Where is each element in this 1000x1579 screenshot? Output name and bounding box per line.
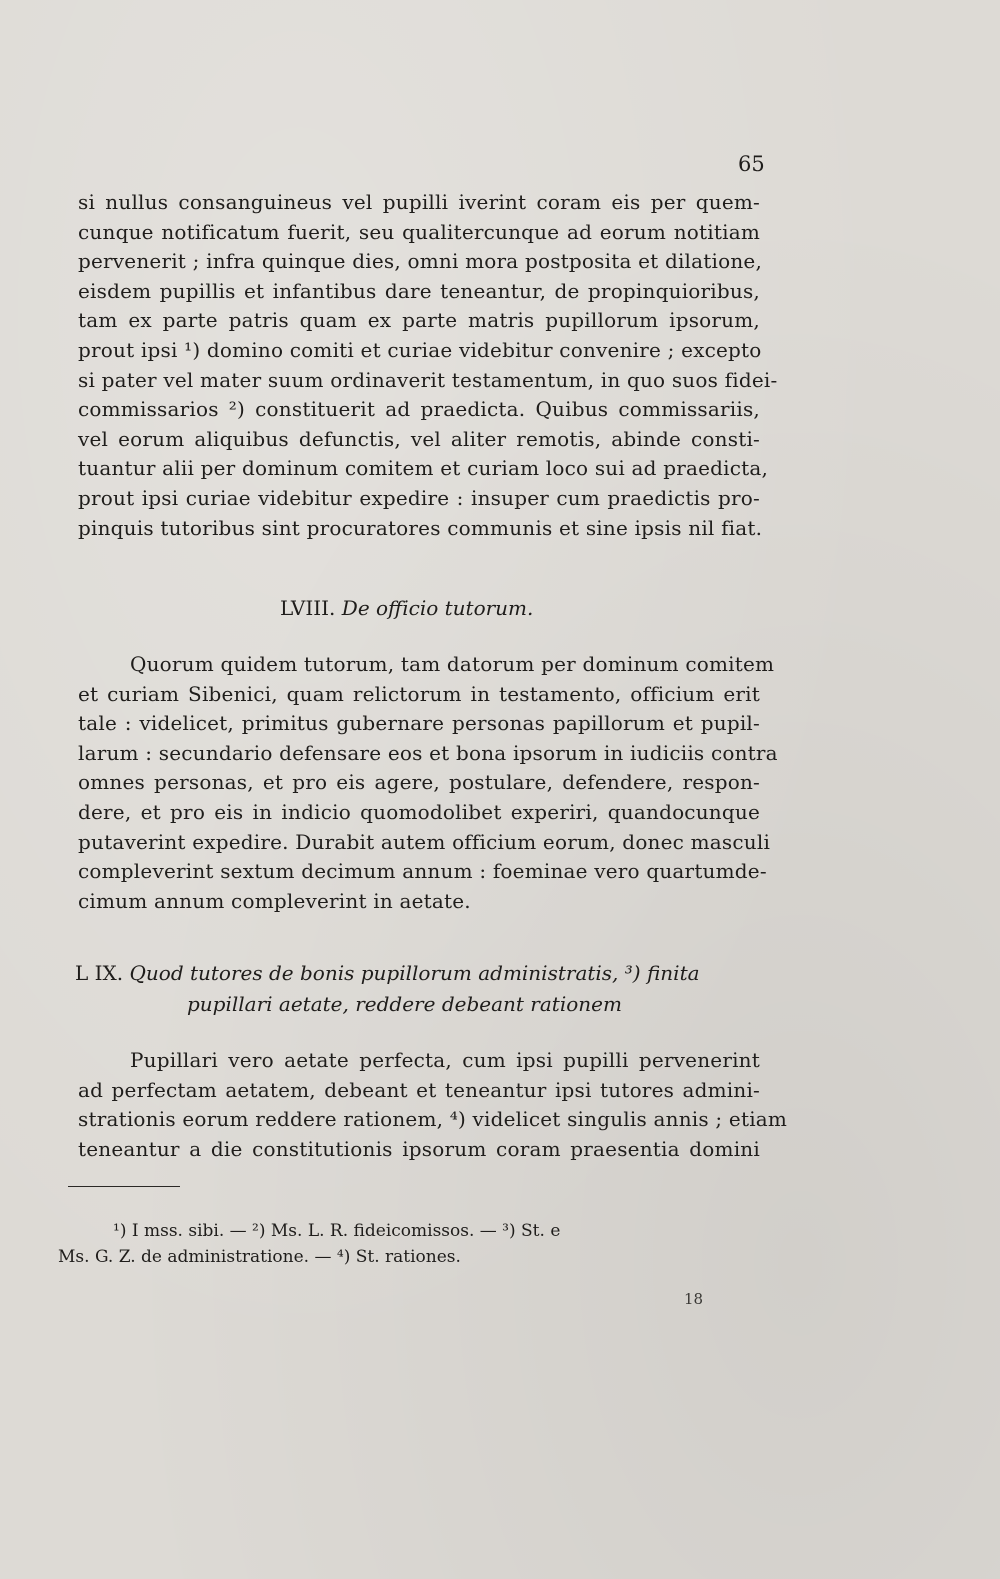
section-heading-lix [75,958,765,1020]
text-line: commissarios ²) constituerit ad praedicta. Quibus commissariis, [78,397,760,422]
footnote-divider [68,1186,180,1187]
section-title: De officio tutorum. [341,596,534,620]
text-line: tuantur alii per dominum comitem et curiam loco sui ad praedicta, [78,456,769,481]
text-line: pervenerit ; infra quinque dies, omni mora postposita et dilatione, [78,249,763,274]
footnotes [58,1218,758,1270]
section-title-line-2: pupillari aetate, reddere debeant rationem [187,992,622,1016]
text-line: vel eorum aliquibus defunctis, vel aliter remotis, abinde consti- [78,426,760,451]
footnote-line-1: ¹) I mss. sibi. — ²) Ms. L. R. fideicomissos. — ³) St. e [113,1221,561,1241]
signature-mark: 18 [684,1290,704,1308]
section-number: LVIII. [280,596,336,620]
text-line: cunque notificatum fuerit, seu qualitercunque ad eorum notitiam [78,219,760,244]
page-number: 65 [738,152,765,176]
paragraph-block-1 [78,188,778,543]
paragraph-block-3 [78,1046,788,1164]
section-number: L IX. [75,961,124,985]
text-line: putaverint expedire. Durabit autem officium eorum, donec masculi [78,829,771,854]
text-line: tam ex parte patris quam ex parte matris pupillorum ipsorum, [78,308,760,333]
text-line: larum : secundario defensare eos et bona ipsorum in iudiciis contra [78,740,778,765]
text-line: tale : videlicet, primitus gubernare personas papillorum et pupil- [78,711,760,736]
text-line: pinquis tutoribus sint procuratores communis et sine ipsis nil fiat. [78,515,763,540]
footnote-line-2: Ms. G. Z. de administratione. — ⁴) St. rationes. [58,1247,461,1267]
text-line: Quorum quidem tutorum, tam datorum per dominum comitem [130,652,775,676]
text-line: si pater vel mater suum ordinaverit testamentum, in quo suos fidei- [78,367,778,392]
text-line: dere, et pro eis in indicio quomodolibet experiri, quandocunque [78,799,760,824]
text-line: si nullus consanguineus vel pupilli iverint coram eis per quem- [78,190,760,214]
text-line: et curiam Sibenici, quam relictorum in testamento, officium erit [78,681,760,706]
text-line: cimum annum compleverint in aetate. [78,888,471,913]
text-line: strationis eorum reddere rationem, ⁴) videlicet singulis annis ; etiam [78,1107,788,1132]
text-line: eisdem pupillis et infantibus dare teneantur, de propinquioribus, [78,278,760,303]
text-line: prout ipsi curiae videbitur expedire : insuper cum praedictis pro- [78,485,760,510]
text-line: Pupillari vero aetate perfecta, cum ipsi pupilli pervenerint [130,1048,760,1072]
text-line: ad perfectam aetatem, debeant et teneantur ipsi tutores admini- [78,1077,760,1102]
section-title-line-1: Quod tutores de bonis pupillorum administratis, ³) finita [129,961,700,985]
text-line: teneantur a die constitutionis ipsorum coram praesentia domini [78,1136,760,1161]
paragraph-block-2 [78,650,778,916]
text-line: prout ipsi ¹) domino comiti et curiae videbitur convenire ; excepto [78,337,762,362]
text-line: compleverint sextum decimum annum : foeminae vero quartumde- [78,859,767,884]
text-line: omnes personas, et pro eis agere, postulare, defendere, respon- [78,770,760,795]
section-heading-lviii [280,596,533,620]
